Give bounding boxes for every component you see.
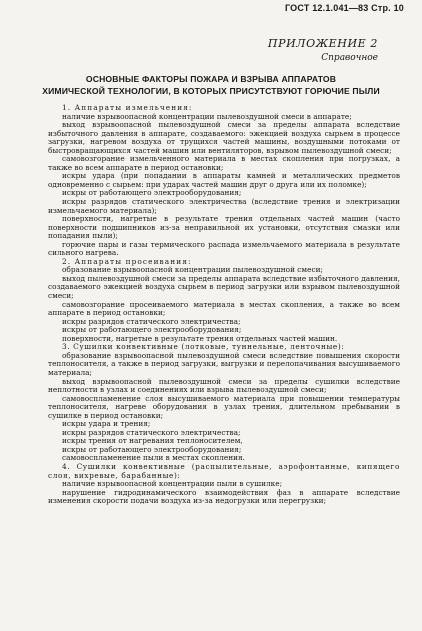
paragraph: искры от работающего электрооборудования;: [62, 188, 242, 198]
paragraph: выход взрывоопасной пылевоздушной смеси за пределы аппарата вследствие избыточного давления в аппарате, создаваемого: эжекцией воздуха сырьем в процессе загрузки, нагревом воздуха от трущихся частей машины, воздушными потоками от быстровращающихся частей машин или вентиляторов, взрывом пылевоздушной смеси;: [48, 120, 400, 155]
paragraph: горючие пары и газы термического распада измельчаемого материала в результате сильного нагрева.: [48, 239, 400, 258]
paragraph: выход пылевоздушной смеси за пределы аппарата вследствие избыточного давления, создаваемого эжекцией воздуха сырьем в период загрузки или взрывом пылевоздушной смеси;: [48, 273, 400, 301]
paragraph: искры трения от нагревания теплоносителем,: [62, 436, 243, 446]
section-heading-2: 2. Аппараты просеивания:: [62, 256, 192, 266]
appendix-status: Справочное: [321, 53, 378, 63]
document-title: [12, 73, 410, 97]
title-line-1: ОСНОВНЫЕ ФАКТОРЫ ПОЖАРА И ВЗРЫВА АППАРАТОВ: [85, 74, 337, 84]
section-heading-3: 3. Сушилки конвективные (лотковые, туннельные, ленточные):: [62, 342, 345, 352]
paragraph: наличие взрывоопасной концентрации пылевоздушной смеси в аппарате;: [62, 111, 352, 121]
appendix-label: ПРИЛОЖЕНИЕ 2: [267, 37, 378, 50]
paragraph: искры удара (при попадании в аппараты камней и металлических предметов одновременно с сырьем: при ударах частей машин друг о друга или их поломке);: [48, 171, 400, 189]
paragraph: самовозгорание просеиваемого материала в местах скопления, а также во всем аппарате в период остановки;: [48, 299, 400, 318]
paragraph: поверхности, нагретые в результате трения отдельных частей машин.: [62, 333, 338, 343]
paragraph: самовоспламенение пыли в местах скопления.: [62, 453, 245, 463]
paragraph: искры разрядов статического электричества;: [62, 316, 241, 326]
paragraph: выход взрывоопасной пылевоздушной смеси за пределы сушилки вследствие неплотности в узлах и соединениях или взрыва пылевоздушной смеси;: [48, 376, 400, 395]
paragraph: искры от работающего электрооборудования;: [62, 444, 242, 454]
paragraph: наличие взрывоопасной концентрации пыли в сушилке;: [62, 479, 283, 489]
document-body: [48, 104, 400, 506]
section-heading-1: 1. Аппараты измельчения:: [62, 103, 193, 112]
paragraph: искры удара и трения;: [62, 419, 151, 429]
standard-reference: ГОСТ 12.1.041—83 Стр. 10: [284, 3, 404, 13]
paragraph: искры от работающего электрооборудования;: [62, 325, 242, 335]
paragraph: самовозгорание измельченного материала в местах скопления при погрузках, а также во всем аппарате в период остановки;: [48, 154, 400, 172]
paragraph: искры разрядов статического электричества;: [62, 427, 241, 437]
paragraph: самовоспламенение слоя высушиваемого материала при повышении температуры теплоносителя, нагреве оборудования в узлах трения, длительном пребывании в сушилке в период остановки;: [48, 393, 400, 420]
paragraph: нарушение гидродинамического взаимодействия фаз в аппарате вследствие изменения скорости подачи воздуха из-за недогрузки или перегрузки;: [48, 487, 400, 506]
paragraph: образование взрывоопасной концентрации пылевоздушной смеси;: [62, 265, 323, 275]
paragraph: образование взрывоопасной пылевоздушной смеси вследствие повышения скорости теплоносителя, а также в период загрузки, выгрузки и перелопачивания высушиваемого материала;: [48, 350, 400, 377]
paragraph: искры разрядов статического электричества (вследствие трения и электризации измельчаемого материала);: [48, 197, 400, 215]
title-line-2: ХИМИЧЕСКОЙ ТЕХНОЛОГИИ, В КОТОРЫХ ПРИСУТСТВУЮТ ГОРЮЧИЕ ПЫЛИ: [42, 86, 380, 96]
paragraph: поверхности, нагретые в результате трения отдельных частей машин (часто поверхности подшипников из-за неправильной их установки, отсутствия смазки или попадания пыли);: [48, 214, 400, 241]
section-heading-4: 4. Сушилки конвективные (распылительные, аэрофонтанные, кипящего слоя, вихревые, барабанные):: [48, 461, 400, 480]
